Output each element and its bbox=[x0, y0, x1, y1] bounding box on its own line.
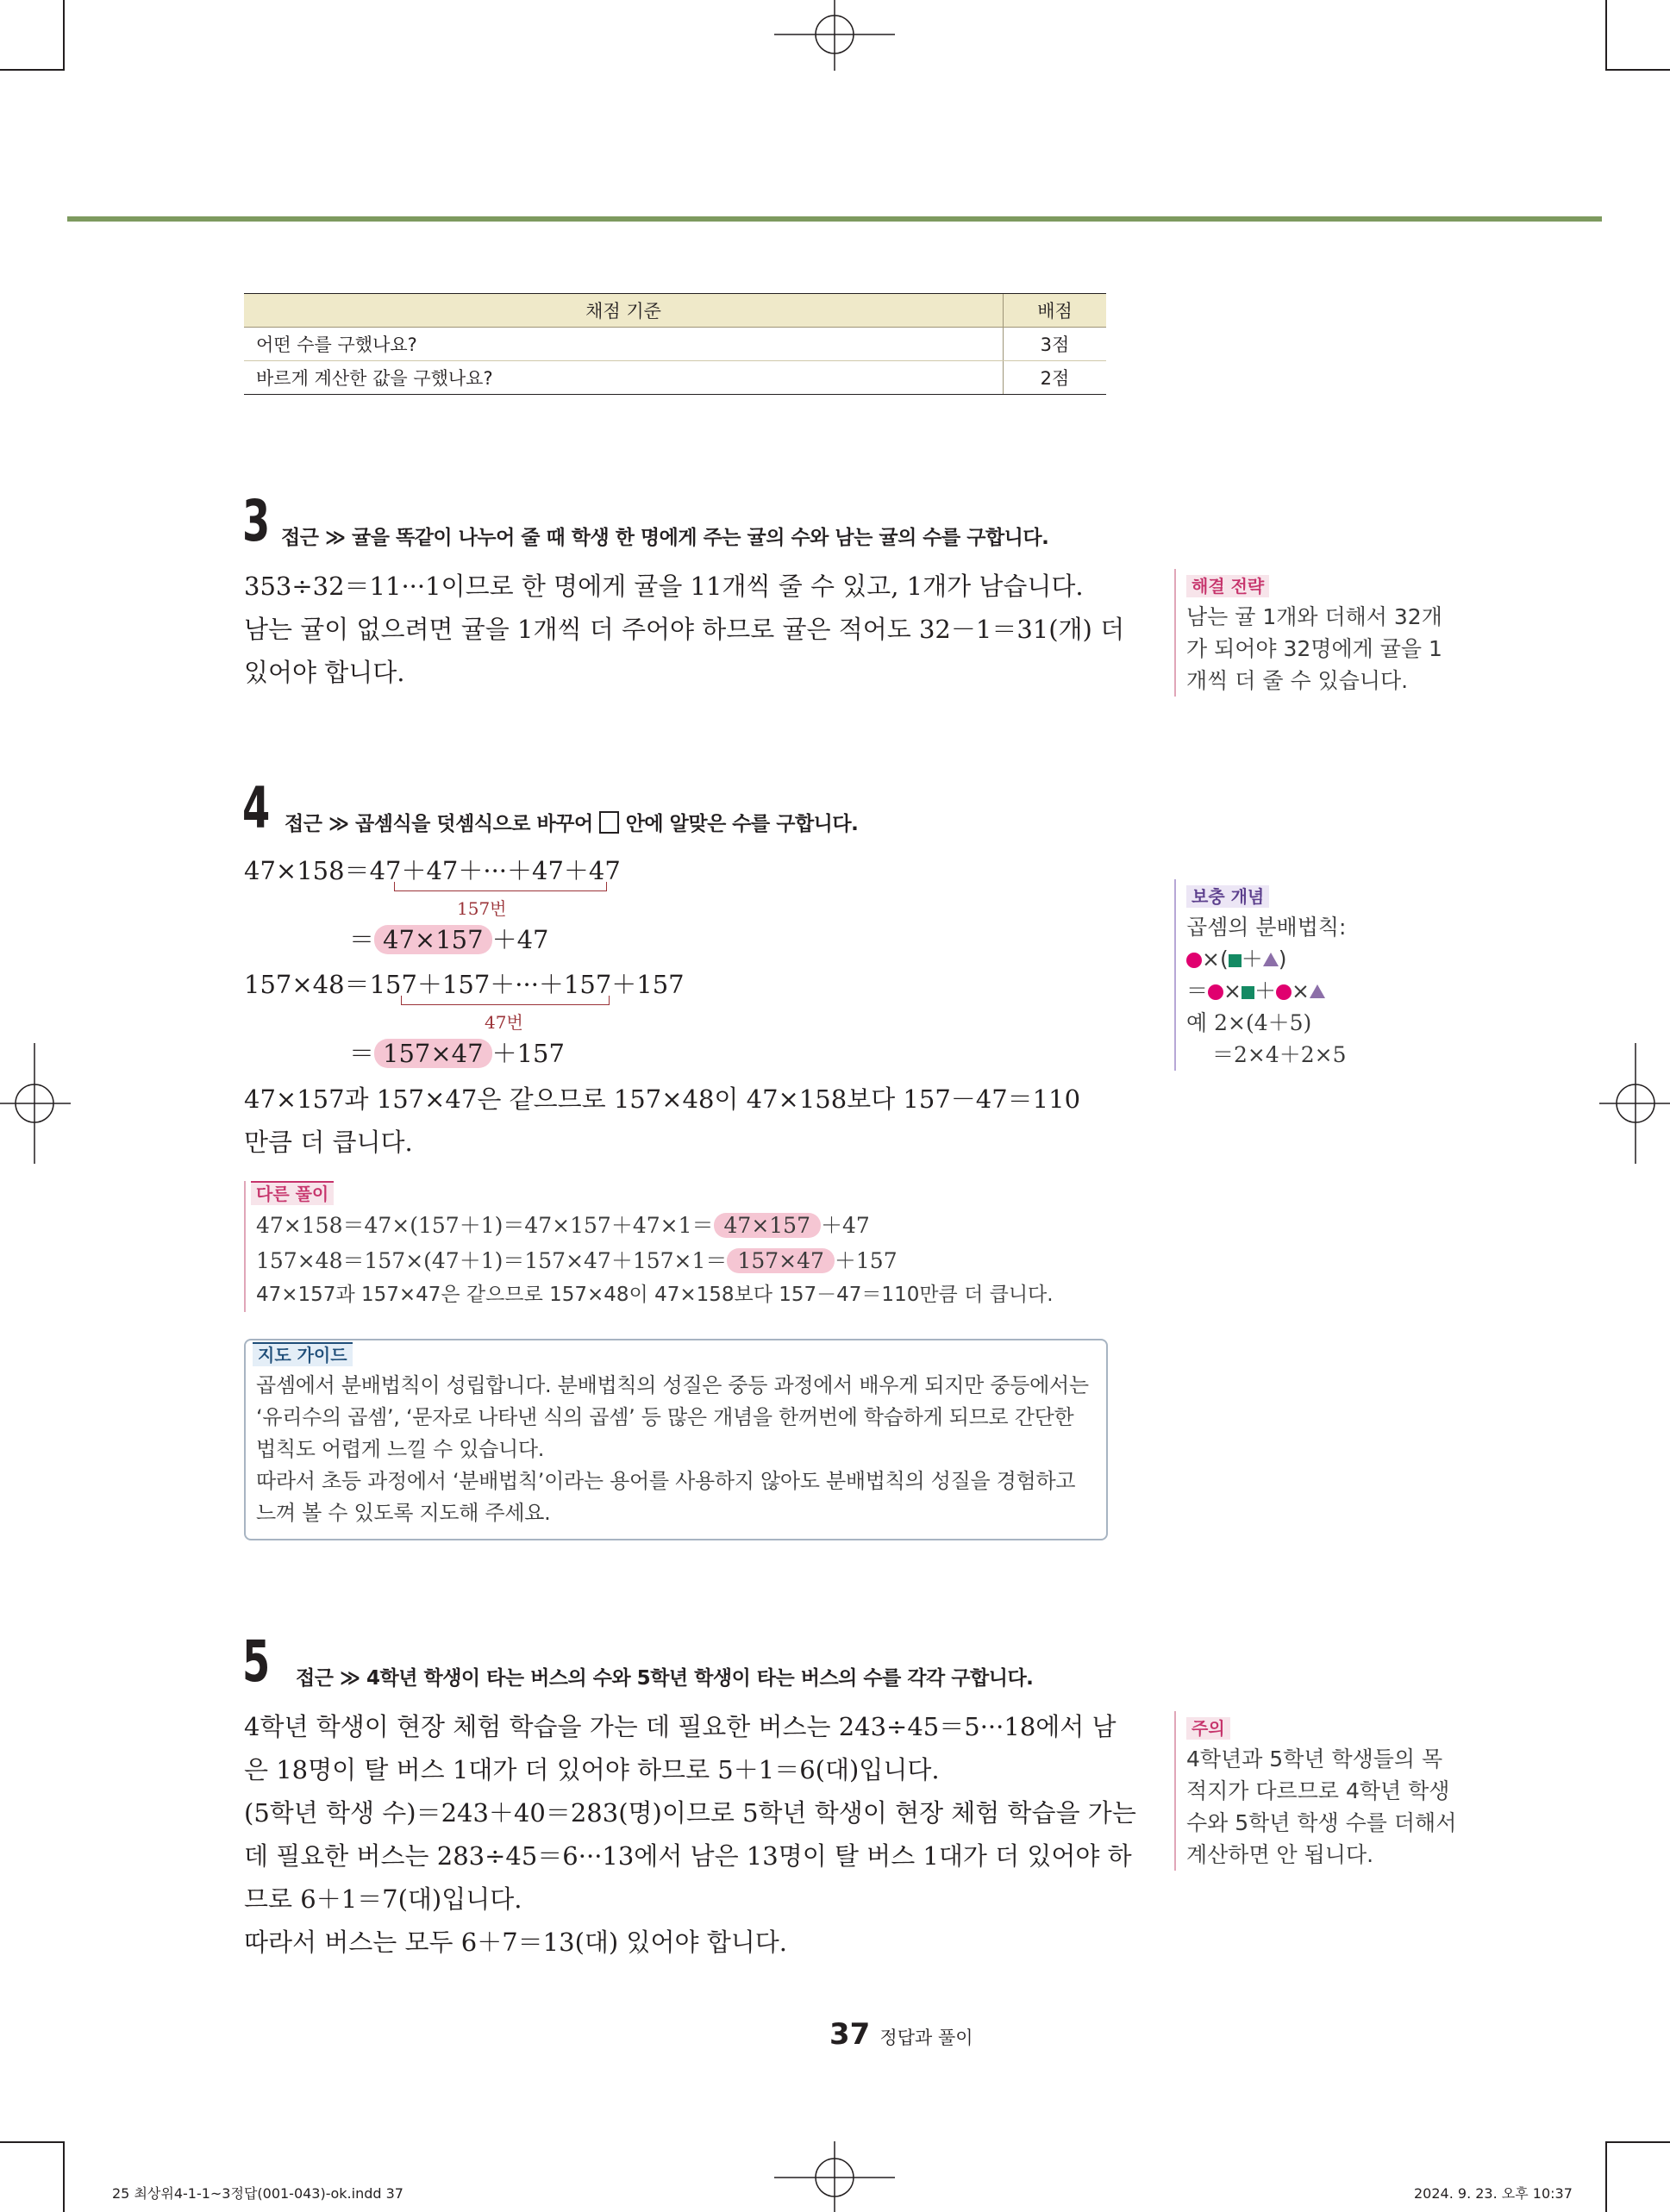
registration-mark-bottom bbox=[766, 2141, 904, 2212]
registration-mark-top bbox=[766, 0, 904, 71]
conclusion-line: 만큼 더 큽니다. bbox=[244, 1128, 413, 1157]
distributive-formula-1: ×( ＋ ) bbox=[1186, 943, 1347, 975]
blank-box-icon bbox=[599, 811, 619, 834]
equation-equals: ＝ bbox=[349, 925, 375, 954]
square-icon bbox=[1229, 954, 1242, 967]
table-cell-points: 2점 bbox=[1004, 361, 1107, 395]
question-number: 4 bbox=[242, 775, 271, 841]
alternative-solution-box bbox=[244, 1181, 1108, 1312]
side-note-line: 가 되어야 32명에게 귤을 1 bbox=[1186, 636, 1442, 661]
teaching-guide-box bbox=[244, 1339, 1108, 1540]
approach-text: 접근 ≫ 귤을 똑같이 나누어 줄 때 학생 한 명에게 주는 귤의 수와 남는 귤의 수를 구합니다. bbox=[281, 527, 1049, 549]
circle-icon bbox=[1208, 984, 1223, 1000]
side-note-concept bbox=[1174, 879, 1347, 1071]
equation-left: 157×48＝ bbox=[244, 970, 370, 999]
equation-left: 47×158＝ bbox=[244, 856, 370, 885]
example-line: ＝2×4＋2×5 bbox=[1212, 1042, 1347, 1067]
triangle-icon bbox=[1263, 953, 1279, 966]
example-line: 예 2×(4＋5) bbox=[1186, 1010, 1312, 1035]
alternative-solution-tag: 다른 풀이 bbox=[251, 1181, 334, 1205]
solution-line: 있어야 합니다. bbox=[244, 658, 405, 687]
side-note-line: 수와 5학년 학생 수를 더해서 bbox=[1186, 1810, 1457, 1835]
guide-line: 곱셈에서 분배법칙이 성립합니다. 분배법칙의 성질은 중등 과정에서 배우게 되지만 중등에서는 bbox=[256, 1373, 1089, 1397]
crop-mark bbox=[63, 2141, 65, 2212]
conclusion-line: 47×157과 157×47은 같으므로 157×48이 47×158보다 157－47＝110 bbox=[244, 1084, 1081, 1114]
distributive-formula-2: ＝ × ＋ × bbox=[1186, 975, 1347, 1007]
side-note-caution bbox=[1174, 1711, 1456, 1871]
equation-tail: ＋47 bbox=[491, 925, 549, 954]
table-header-points: 배점 bbox=[1004, 294, 1107, 328]
circle-icon bbox=[1276, 984, 1292, 1000]
footer-date: 2024. 9. 23. 오후 10:37 bbox=[1414, 2185, 1573, 2202]
equation-line-4 bbox=[349, 1032, 565, 1075]
table-cell-criterion: 어떤 수를 구했나요? bbox=[244, 328, 1004, 361]
teaching-guide-tag: 지도 가이드 bbox=[253, 1342, 353, 1366]
crop-mark bbox=[1605, 2141, 1607, 2212]
registration-mark-left bbox=[0, 1034, 71, 1172]
equation-line-2 bbox=[349, 918, 548, 961]
side-note-line: 적지가 다르므로 4학년 학생 bbox=[1186, 1778, 1450, 1803]
guide-line: 따라서 초등 과정에서 ‘분배법칙’이라는 용어를 사용하지 않아도 분배법칙의 성질을 경험하고 bbox=[256, 1469, 1076, 1493]
registration-mark-right bbox=[1599, 1034, 1670, 1172]
solution-text bbox=[244, 1705, 1136, 1964]
highlighted-expression: 47×157 bbox=[374, 925, 492, 954]
side-note-title: 곱셈의 분배법칙: bbox=[1186, 915, 1347, 940]
equation-equals: ＝ bbox=[349, 1039, 375, 1068]
footer-file-info: 25 최상위4-1-1~3정답(001-043)-ok.indd 37 bbox=[112, 2185, 403, 2202]
approach-text-pre: 접근 ≫ 곱셈식을 덧셈식으로 바꾸어 bbox=[285, 813, 593, 835]
crop-mark bbox=[0, 69, 65, 71]
table-cell-points: 3점 bbox=[1004, 328, 1107, 361]
highlighted-expression: 157×47 bbox=[374, 1039, 492, 1068]
crop-mark bbox=[1605, 2141, 1670, 2143]
solution-line: 남는 귤이 없으려면 귤을 1개씩 더 주어야 하므로 귤은 적어도 32－1＝31(개) 더 bbox=[244, 615, 1125, 644]
side-note-tag: 주의 bbox=[1186, 1717, 1230, 1740]
brace-label: 47번 bbox=[485, 1012, 523, 1033]
solution-line: 은 18명이 탈 버스 1대가 더 있어야 하므로 5＋1＝6(대)입니다. bbox=[244, 1755, 940, 1784]
crop-mark bbox=[0, 2141, 65, 2143]
alternative-line: 47×157과 157×47은 같으므로 157×48이 47×158보다 157－47＝110만큼 더 큽니다. bbox=[256, 1284, 1054, 1306]
solution-line: 데 필요한 버스는 283÷45＝6···13에서 남은 13명이 탈 버스 1대가 더 있어야 하 bbox=[244, 1841, 1132, 1871]
solution-line: (5학년 학생 수)＝243＋40＝283(명)이므로 5학년 학생이 현장 체험 학습을 가는 bbox=[244, 1798, 1136, 1828]
grading-table bbox=[244, 293, 1106, 395]
highlighted-expression: 157×47 bbox=[727, 1248, 834, 1273]
circle-icon bbox=[1186, 953, 1202, 968]
side-note-strategy bbox=[1174, 569, 1442, 697]
approach-text-post: 안에 알맞은 수를 구합니다. bbox=[625, 813, 859, 835]
guide-line: 느껴 볼 수 있도록 지도해 주세요. bbox=[256, 1501, 551, 1525]
side-note-line: 계산하면 안 됩니다. bbox=[1186, 1842, 1374, 1867]
highlighted-expression: 47×157 bbox=[714, 1213, 821, 1238]
side-note-tag: 해결 전략 bbox=[1186, 575, 1269, 597]
brace bbox=[401, 996, 610, 1005]
square-icon bbox=[1242, 986, 1254, 999]
guide-line: ‘유리수의 곱셈’, ‘문자로 나타낸 식의 곱셈’ 등 많은 개념을 한꺼번에 학습하게 되므로 간단한 bbox=[256, 1405, 1074, 1429]
side-note-line: 4학년과 5학년 학생들의 목 bbox=[1186, 1746, 1443, 1771]
solution-line: 므로 6＋1＝7(대)입니다. bbox=[244, 1884, 522, 1914]
triangle-icon bbox=[1310, 984, 1325, 998]
side-note-tag: 보충 개념 bbox=[1186, 885, 1269, 908]
brace bbox=[394, 882, 607, 891]
approach-text bbox=[285, 808, 858, 836]
side-note-line: 남는 귤 1개와 더해서 32개 bbox=[1186, 604, 1442, 629]
crop-mark bbox=[1605, 69, 1670, 71]
solution-line: 353÷32＝11···1이므로 한 명에게 귤을 11개씩 줄 수 있고, 1개가 남습니다. bbox=[244, 572, 1084, 601]
question-number: 5 bbox=[242, 1628, 271, 1695]
solution-line: 따라서 버스는 모두 6＋7＝13(대) 있어야 합니다. bbox=[244, 1928, 787, 1957]
alternative-line: 157×48＝157×(47＋1)＝157×47＋157×1＝ 157×47 ＋157 bbox=[256, 1248, 898, 1273]
header-rule bbox=[67, 216, 1602, 222]
teaching-guide-text bbox=[256, 1370, 1089, 1529]
equation-tail: ＋157 bbox=[491, 1039, 565, 1068]
conclusion-text bbox=[244, 1078, 1080, 1164]
solution-text bbox=[244, 565, 1124, 694]
approach-text: 접근 ≫ 4학년 학생이 타는 버스의 수와 5학년 학생이 타는 버스의 수를 각각 구합니다. bbox=[296, 1667, 1034, 1690]
table-header-criterion: 채점 기준 bbox=[244, 294, 1004, 328]
alternative-line: 47×158＝47×(157＋1)＝47×157＋47×1＝ 47×157 ＋47 bbox=[256, 1213, 870, 1238]
table-cell-criterion: 바르게 계산한 값을 구했나요? bbox=[244, 361, 1004, 395]
brace-label: 157번 bbox=[457, 898, 507, 919]
crop-mark bbox=[63, 0, 65, 71]
question-number: 3 bbox=[242, 488, 271, 554]
page-label: 정답과 풀이 bbox=[879, 2028, 973, 2048]
guide-line: 법칙도 어렵게 느낄 수 있습니다. bbox=[256, 1437, 545, 1461]
crop-mark bbox=[1605, 0, 1607, 71]
equation-right: 157＋157＋···＋157＋157 bbox=[369, 970, 685, 999]
side-note-line: 개씩 더 줄 수 있습니다. bbox=[1186, 668, 1409, 693]
equation-right: 47＋47＋···＋47＋47 bbox=[369, 856, 621, 885]
solution-line: 4학년 학생이 현장 체험 학습을 가는 데 필요한 버스는 243÷45＝5···18에서 남 bbox=[244, 1712, 1116, 1741]
page-number: 37 bbox=[829, 2017, 871, 2052]
page-number-block bbox=[829, 2017, 973, 2052]
